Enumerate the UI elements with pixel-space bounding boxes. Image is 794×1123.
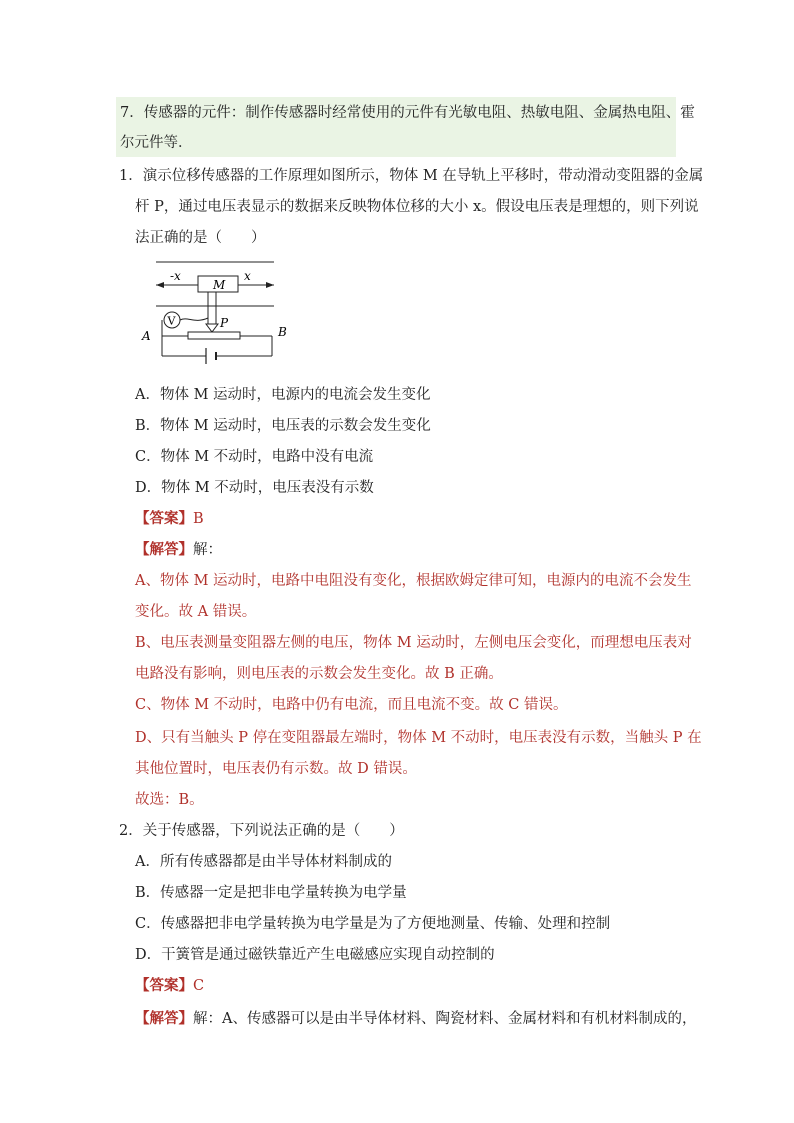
a-label: A: [142, 329, 151, 343]
x-label: x: [244, 269, 251, 283]
q1-stem-line-2: 杆 P，通过电压表显示的数据来反映物体位移的大小 x。假设电压表是理想的，则下列说: [135, 199, 699, 215]
answer-label: 【答案】: [135, 510, 193, 527]
answer-value: B: [193, 511, 204, 527]
analysis-tail: 解：: [193, 542, 222, 558]
q2-stem: 2．关于传感器，下列说法正确的是（ ）: [119, 823, 404, 839]
q1-answer: [135, 509, 204, 529]
rheostat: [188, 332, 240, 339]
q1-analysis-header: 【解答】解：: [135, 541, 222, 558]
q1-analysis-line-7: 其他位置时，电压表仍有示数。故 D 错误。: [135, 761, 417, 777]
q1-stem-line-3: 法正确的是（ ）: [135, 230, 266, 246]
q2-analysis-text: 解：A、传感器可以是由半导体材料、陶瓷材料、金属材料和有机材料制成的，: [193, 1011, 697, 1027]
q1-analysis-line-4: 电路没有影响，则电压表的示数会发生变化。故 B 正确。: [135, 666, 503, 682]
q1-analysis-line-2: 变化。故 A 错误。: [135, 604, 257, 620]
q2-answer-value: C: [193, 978, 205, 994]
q1-option-d: D．物体 M 不动时，电压表没有示数: [135, 480, 374, 496]
m-label: M: [213, 278, 226, 292]
q2-option-a: A．所有传感器都是由半导体材料制成的: [135, 854, 392, 870]
q2-option-c: C．传感器把非电学量转换为电学量是为了方便地测量、传输、处理和控制: [135, 916, 611, 932]
q1-analysis-line-3: B、电压表测量变阻器左侧的电压，物体 M 运动时，左侧电压会变化，而理想电压表对: [135, 635, 692, 651]
q1-option-a: A．物体 M 运动时，电源内的电流会发生变化: [135, 387, 431, 403]
q2-option-d: D．干簧管是通过磁铁靠近产生电磁感应实现自动控制的: [135, 947, 495, 963]
q1-analysis-line-6: D、只有当触头 P 停在变阻器最左端时，物体 M 不动时，电压表没有示数，当触头 P 在: [135, 730, 702, 746]
b-label: B: [278, 325, 287, 339]
q2-option-b: B．传感器一定是把非电学量转换为电学量: [135, 885, 407, 901]
q1-analysis-line-5: C、物体 M 不动时，电路中仍有电流，而且电流不变。故 C 错误。: [135, 697, 568, 713]
neg-x-label: -x: [170, 269, 181, 283]
q1-option-c: C．物体 M 不动时，电路中没有电流: [135, 449, 374, 465]
q1-stem-line-1: 1．演示位移传感器的工作原理如图所示，物体 M 在导轨上平移时，带动滑动变阻器的金属: [119, 168, 704, 184]
q1-option-b: B．物体 M 运动时，电压表的示数会发生变化: [135, 418, 431, 434]
q1-choice: 故选：B。: [135, 792, 204, 808]
p-label: P: [220, 316, 229, 330]
v-label: V: [167, 314, 176, 328]
q2-answer: 【答案】C: [135, 977, 205, 994]
highlight-line-1: 7．传感器的元件：制作传感器时经常使用的元件有光敏电阻、热敏电阻、金属热电阻、霍: [120, 105, 695, 121]
displacement-sensor-figure: [140, 258, 290, 370]
analysis-label: 解答: [149, 541, 179, 558]
q2-analysis: 【解答】解：A、传感器可以是由半导体材料、陶瓷材料、金属材料和有机材料制成的，: [135, 1010, 697, 1027]
highlight-line-2: 尔元件等．: [120, 135, 193, 151]
q1-analysis-line-1: A、物体 M 运动时，电路中电阻没有变化，根据欧姆定律可知，电源内的电流不会发生: [135, 573, 692, 589]
